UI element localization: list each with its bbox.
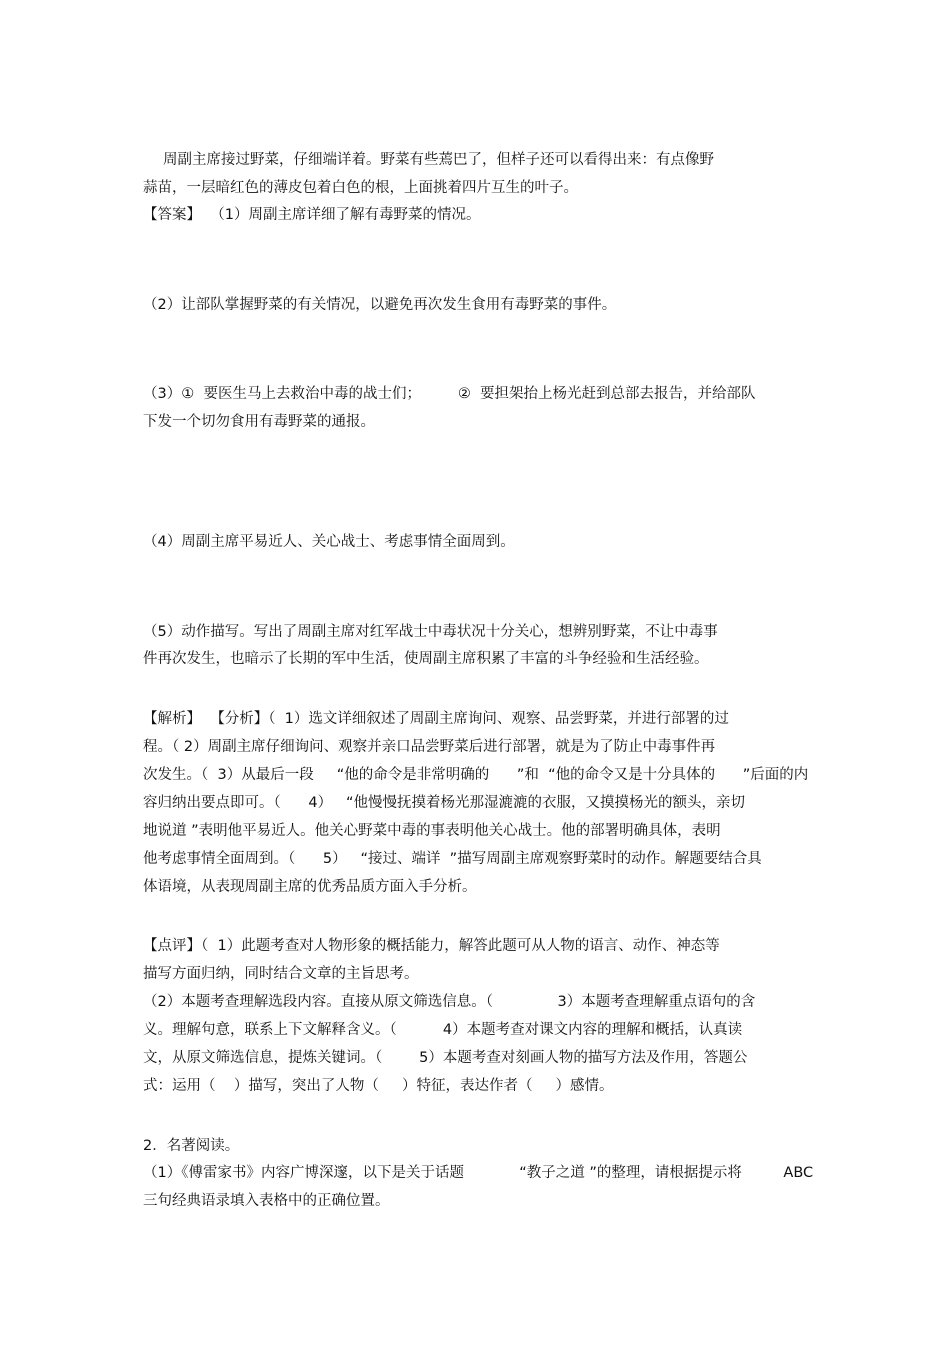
question-2-title: 2．名著阅读。 [143, 1138, 240, 1154]
question-2-line-1: （1）《傅雷家书》内容广博深邃，以下是关于话题 “教子之道 ”的整理，请根据提示将 ABC [143, 1165, 814, 1181]
comment-line-3: （2）本题考查理解选段内容。直接从原文筛选信息。（ 3）本题考查理解重点语句的含 [143, 994, 756, 1010]
analysis-line-3: 次发生。（ 3）从最后一段 “他的命令是非常明确的 ”和 “他的命令又是十分具体的 ”后面的内 [143, 767, 809, 783]
answer-line-5: （4）周副主席平易近人、关心战士、考虑事情全面周到。 [143, 534, 515, 550]
answer-line-4: 下发一个切勿食用有毒野菜的通报。 [143, 414, 375, 430]
passage-line-1: 周副主席接过野菜，仔细端详着。野菜有些蔫巴了，但样子还可以看得出来：有点像野 [163, 152, 714, 168]
analysis-line-5: 地说道 ”表明他平易近人。他关心野菜中毒的事表明他关心战士。他的部署明确具体，表明 [143, 823, 721, 839]
analysis-line-2: 程。（ 2）周副主席仔细询问、观察并亲口品尝野菜后进行部署，就是为了防止中毒事件再 [143, 739, 716, 755]
analysis-line-4: 容归纳出要点即可。（ 4） “他慢慢抚摸着杨光那湿漉漉的衣服，又摸摸杨光的额头，亲切 [143, 795, 745, 811]
answer-line-2: （2）让部队掌握野菜的有关情况，以避免再次发生食用有毒野菜的事件。 [143, 297, 617, 313]
question-2-line-2: 三句经典语录填入表格中的正确位置。 [143, 1193, 390, 1209]
analysis-line-7: 体语境，从表现周副主席的优秀品质方面入手分析。 [143, 879, 477, 895]
comment-line-2: 描写方面归纳，同时结合文章的主旨思考。 [143, 966, 419, 982]
answer-line-3: （3）① 要医生马上去救治中毒的战士们； ② 要担架抬上杨光赶到总部去报告，并给部队 [143, 386, 756, 402]
comment-line-1: 【点评】（ 1）此题考查对人物形象的概括能力，解答此题可从人物的语言、动作、神态等 [143, 938, 720, 954]
answer-line-6: （5）动作描写。写出了周副主席对红军战士中毒状况十分关心，想辨别野菜，不让中毒事 [143, 624, 718, 640]
comment-line-6: 式：运用（ ）描写，突出了人物（ ）特征，表达作者（ ）感情。 [143, 1078, 614, 1094]
answer-header-line: 【答案】 （1）周副主席详细了解有毒野菜的情况。 [143, 207, 481, 223]
passage-line-2: 蒜苗，一层暗红色的薄皮包着白色的根，上面挑着四片互生的叶子。 [143, 180, 578, 196]
analysis-line-6: 他考虑事情全面周到。（ 5） “接过、端详 ”描写周副主席观察野菜时的动作。解题要结合具 [143, 851, 762, 867]
comment-line-4: 义。理解句意，联系上下文解释含义。（ 4）本题考查对课文内容的理解和概括，认真读 [143, 1022, 743, 1038]
analysis-line-1: 【解析】 【分析】（ 1）选文详细叙述了周副主席询问、观察、品尝野菜，并进行部署的过 [143, 711, 729, 727]
answer-line-7: 件再次发生，也暗示了长期的军中生活，使周副主席积累了丰富的斗争经验和生活经验。 [143, 651, 709, 667]
comment-line-5: 文，从原文筛选信息，提炼关键词。（ 5）本题考查对刻画人物的描写方法及作用，答题公 [143, 1050, 748, 1066]
